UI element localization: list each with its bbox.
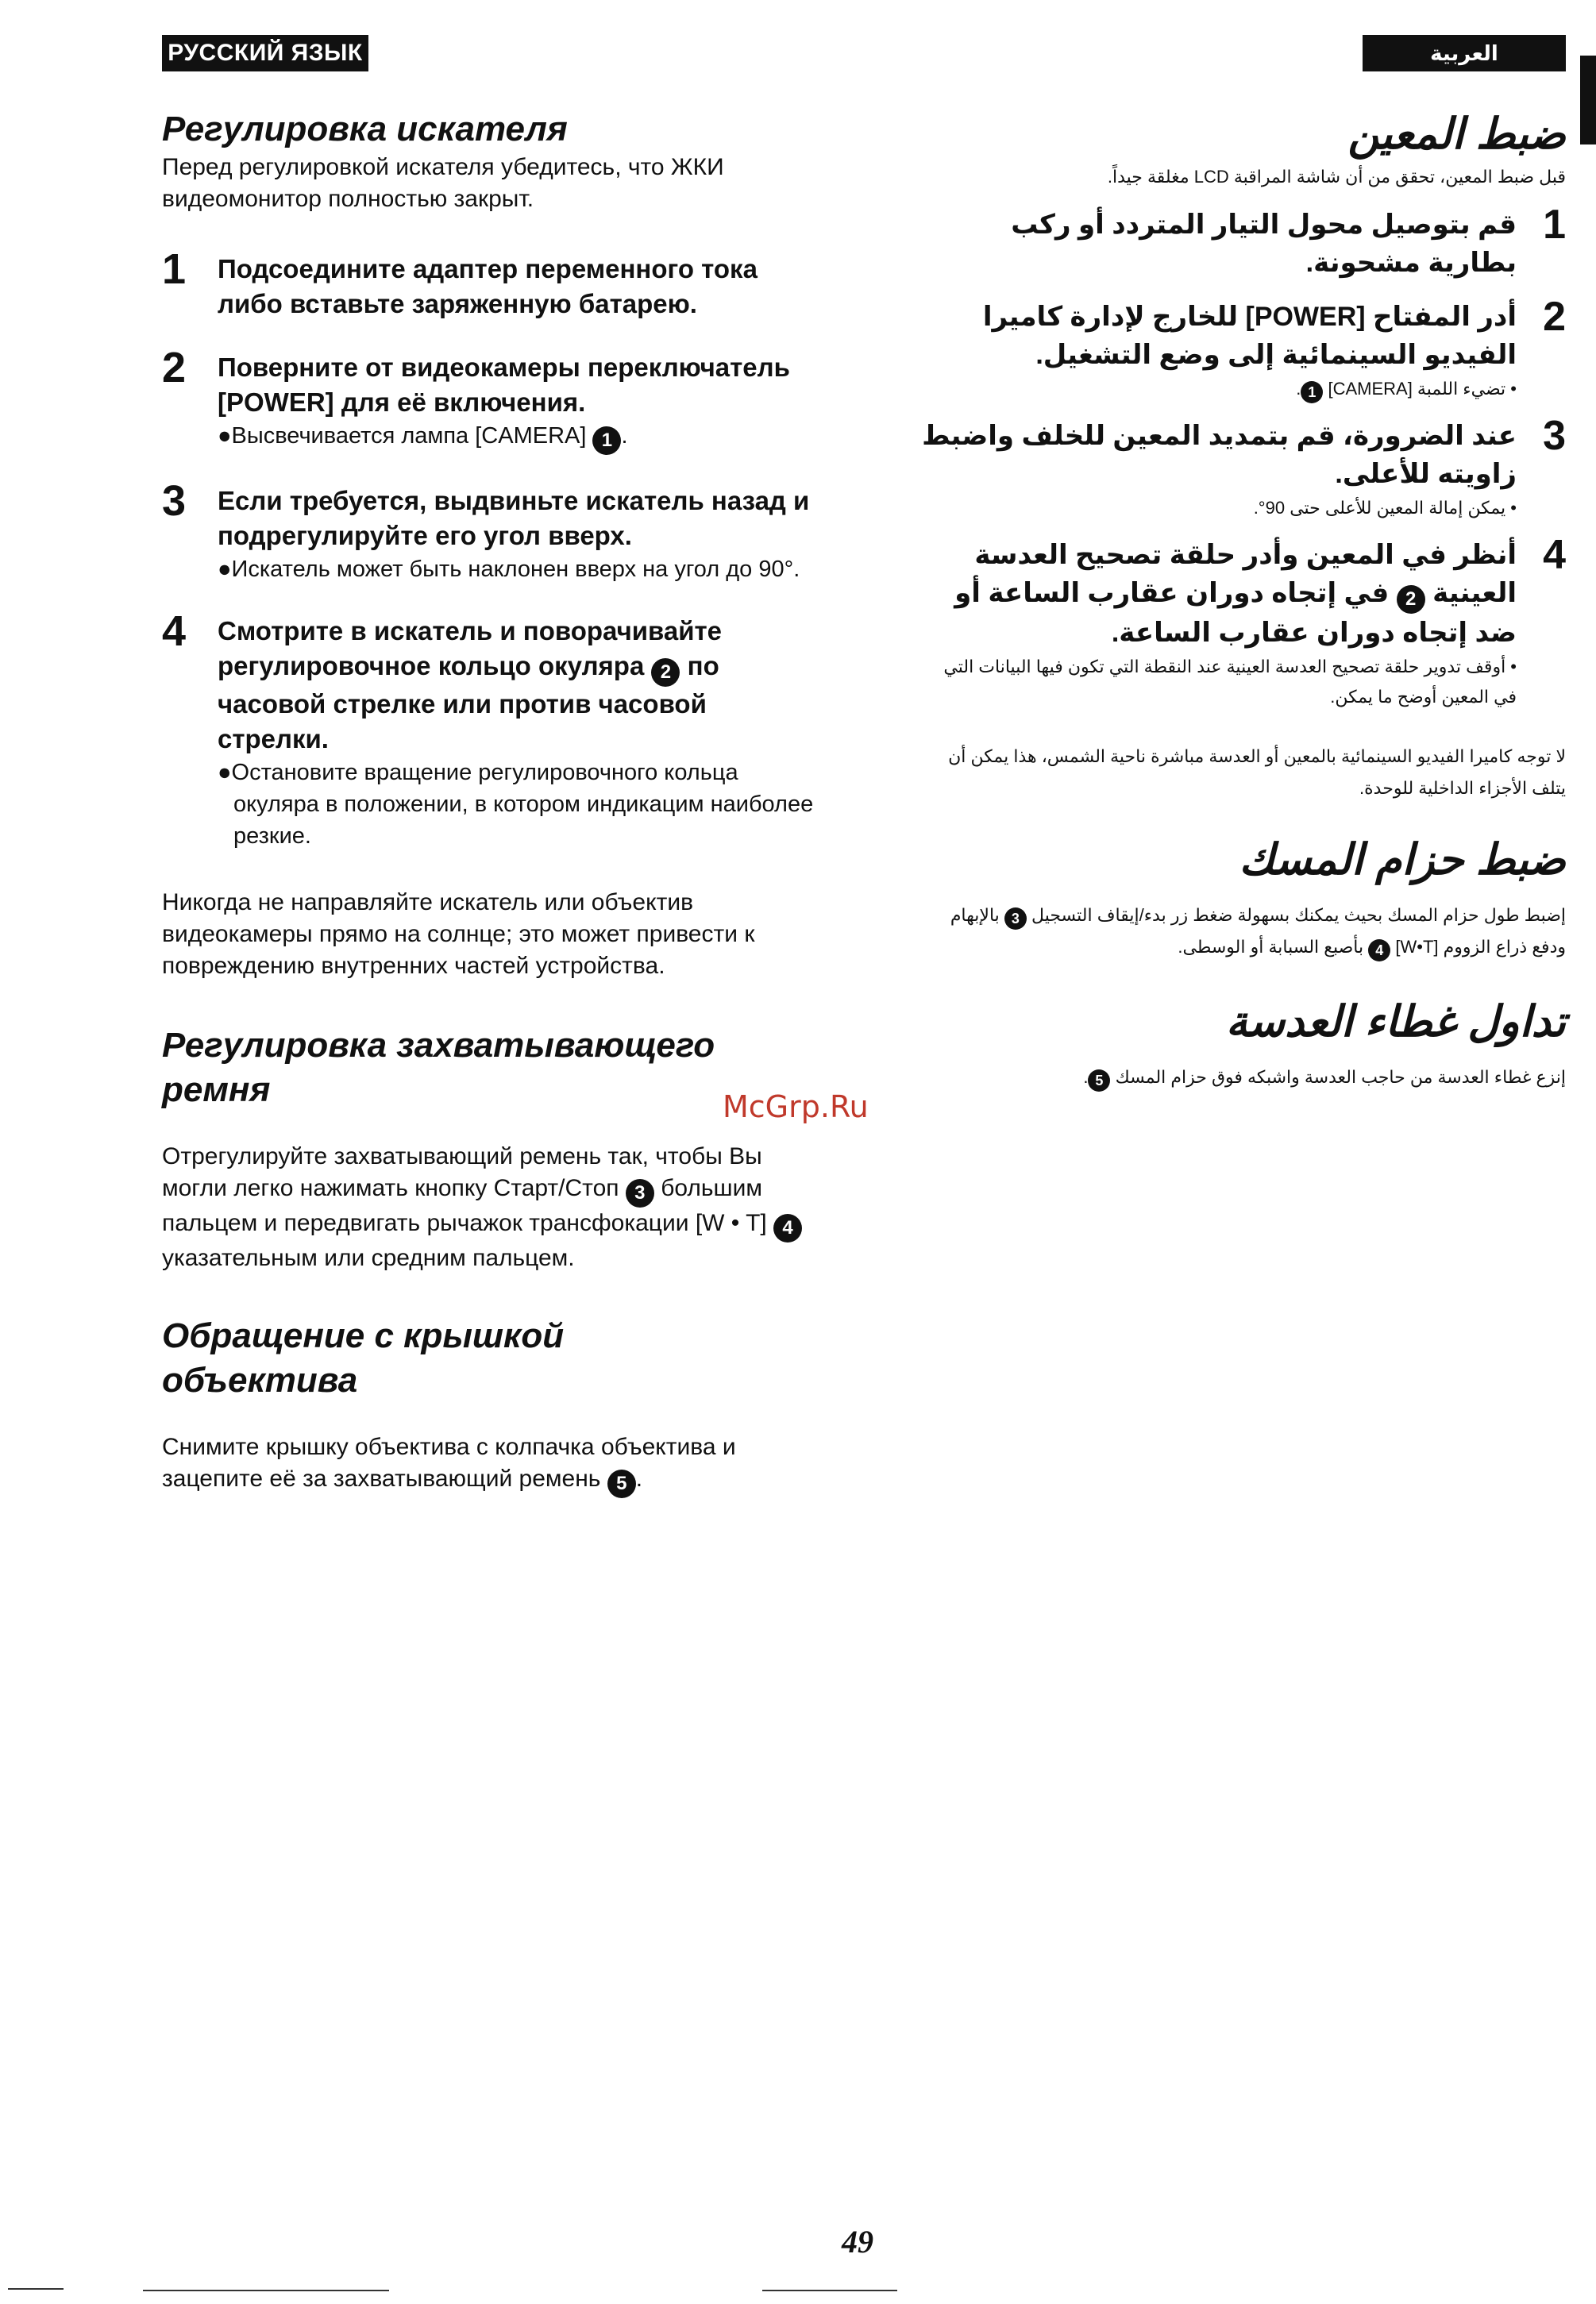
marker-3-icon: 3	[1004, 907, 1027, 930]
ru-step-1	[162, 245, 821, 322]
ru-step-text: Смотрите в искатель и поворачивайте регулировочное кольцо окуляра 2 по часовой стрелке или против часовой стрелки.	[218, 616, 723, 753]
marker-2-icon: 2	[1397, 585, 1425, 614]
ru-step-text: Подсоедините адаптер переменного тока либо вставьте заряженную батарею.	[218, 254, 758, 318]
ar-lens-cap-heading: تداول غطاء العدسة	[1225, 998, 1566, 1046]
ar-step-number: 3	[1543, 413, 1566, 459]
ru-step-note: ●Остановите вращение регулировочного кольца окуляра в положении, в котором индикацим наиболее резкие.	[218, 760, 814, 849]
marker-3-icon: 3	[626, 1179, 654, 1208]
ru-step-number: 3	[162, 477, 187, 525]
ar-step-1	[921, 202, 1566, 282]
ru-step-text: Если требуется, выдвиньте искатель назад и подрегулируйте его угол вверх.	[218, 486, 810, 550]
ar-step-number: 4	[1543, 532, 1566, 578]
ru-viewfinder-intro: Перед регулировкой искателя убедитесь, что ЖКИ видеомонитор полностью закрыт.	[162, 154, 724, 212]
ru-grip-belt-heading: Регулировка захватывающего ремня	[162, 1026, 715, 1109]
ar-step-3	[921, 413, 1566, 523]
marker-4-icon: 4	[1368, 939, 1390, 961]
ru-step-number: 4	[162, 607, 187, 655]
russian-language-tab: РУССКИЙ ЯЗЫК	[162, 35, 368, 71]
marker-4-icon: 4	[773, 1214, 802, 1243]
ar-step-2	[921, 294, 1566, 404]
ru-step-note: ●Высвечивается лампа [CAMERA] 1 .	[218, 420, 821, 455]
ar-step-text: أنظر في المعين وأدر حلقة تصحيح العدسة العينية 2 في إتجاه دوران عقارب الساعة أو ضد إتجاه دوران عقارب الساعة.	[954, 540, 1517, 648]
ru-viewfinder-heading: Регулировка искателя	[162, 110, 568, 148]
ar-step-text: أدر المفتاح [POWER] للخارج لإدارة كاميرا الفيديو السينمائية إلى وضع التشغيل.	[982, 302, 1517, 370]
watermark: McGrp.Ru	[723, 1089, 869, 1124]
arabic-column	[921, 107, 1566, 1093]
russian-column	[162, 107, 821, 1498]
ru-sun-warning: Никогда не направляйте искатель или объектив видеокамеры прямо на солнце; это может привести к повреждению внутренних частей устройства.	[162, 889, 755, 979]
page-number: 49	[842, 2224, 873, 2260]
ar-grip-belt-text: إضبط طول حزام المسك بحيث يمكنك بسهولة ضغط زر بدء/إيقاف التسجيل 3 بالإبهام ودفع ذراع الزووم [W•T] 4 بأصبع السبابة أو الوسطى.	[921, 900, 1566, 963]
marker-5-icon: 5	[607, 1470, 636, 1498]
ar-step-4	[921, 532, 1566, 712]
ar-lens-cap-text: إنزع غطاء العدسة من حاجب العدسة واشبكه فوق حزام المسك 5.	[921, 1061, 1566, 1093]
ru-step-4	[162, 607, 821, 852]
ru-lens-cap-heading: Обращение с крышкой объектива	[162, 1316, 565, 1400]
arabic-language-tab: العربية	[1363, 35, 1566, 71]
ru-lens-cap-text: Снимите крышку объектива с колпачка объектива и зацепите её за захватывающий ремень 5 .	[162, 1431, 821, 1498]
ar-step-text: قم بتوصيل محول التيار المتردد أو ركب بطارية مشحونة.	[1011, 210, 1517, 278]
ar-step-number: 2	[1543, 294, 1566, 340]
ru-step-2	[162, 344, 821, 455]
ar-step-note: • يمكن إمالة المعين للأعلى حتى 90°.	[1253, 498, 1517, 518]
ar-step-text: عند الضرورة، قم بتمديد المعين للخلف واضبط زاويته للأعلى.	[922, 421, 1517, 489]
marker-2-icon: 2	[651, 658, 680, 687]
ar-sun-warning: لا توجه كاميرا الفيديو السينمائية بالمعين أو العدسة مباشرة ناحية الشمس، هذا يمكن أن يتلف الأجزاء الداخلية للوحدة.	[948, 746, 1566, 798]
ru-step-3	[162, 477, 821, 585]
ar-step-note: • أوقف تدوير حلقة تصحيح العدسة العينية عند النقطة التي تكون فيها البيانات التي في المعين أوضح ما يمكن.	[943, 657, 1517, 707]
scan-edge-line	[143, 2290, 389, 2291]
ar-step-note: • تضيء اللمبة [CAMERA] 1.	[921, 374, 1517, 404]
scan-edge-line	[762, 2290, 897, 2291]
ru-step-number: 1	[162, 245, 187, 293]
ar-viewfinder-heading: ضبط المعين	[1347, 110, 1566, 158]
page-edge-marker	[1580, 56, 1596, 144]
ru-step-note: ●Искатель может быть наклонен вверх на угол до 90°.	[218, 557, 800, 582]
ar-viewfinder-intro: قبل ضبط المعين، تحقق من أن شاشة المراقبة LCD مغلقة جيداً.	[1107, 167, 1566, 187]
ar-grip-belt-heading: ضبط حزام المسك	[1239, 836, 1566, 884]
scan-edge-line	[8, 2288, 64, 2290]
ar-step-number: 1	[1543, 202, 1566, 248]
ru-step-number: 2	[162, 344, 187, 391]
ru-step-text: Поверните от видеокамеры переключатель [POWER] для её включения.	[218, 353, 790, 417]
marker-1-icon: 1	[1301, 381, 1323, 403]
ru-grip-belt-text: Отрегулируйте захватывающий ремень так, чтобы Вы могли легко нажимать кнопку Старт/Стоп 3 большим пальцем и передвигать рычажок трансфокации [W • T] 4 указательным или средним пальцем.	[162, 1141, 821, 1274]
marker-1-icon: 1	[592, 426, 621, 455]
marker-5-icon: 5	[1088, 1069, 1110, 1092]
